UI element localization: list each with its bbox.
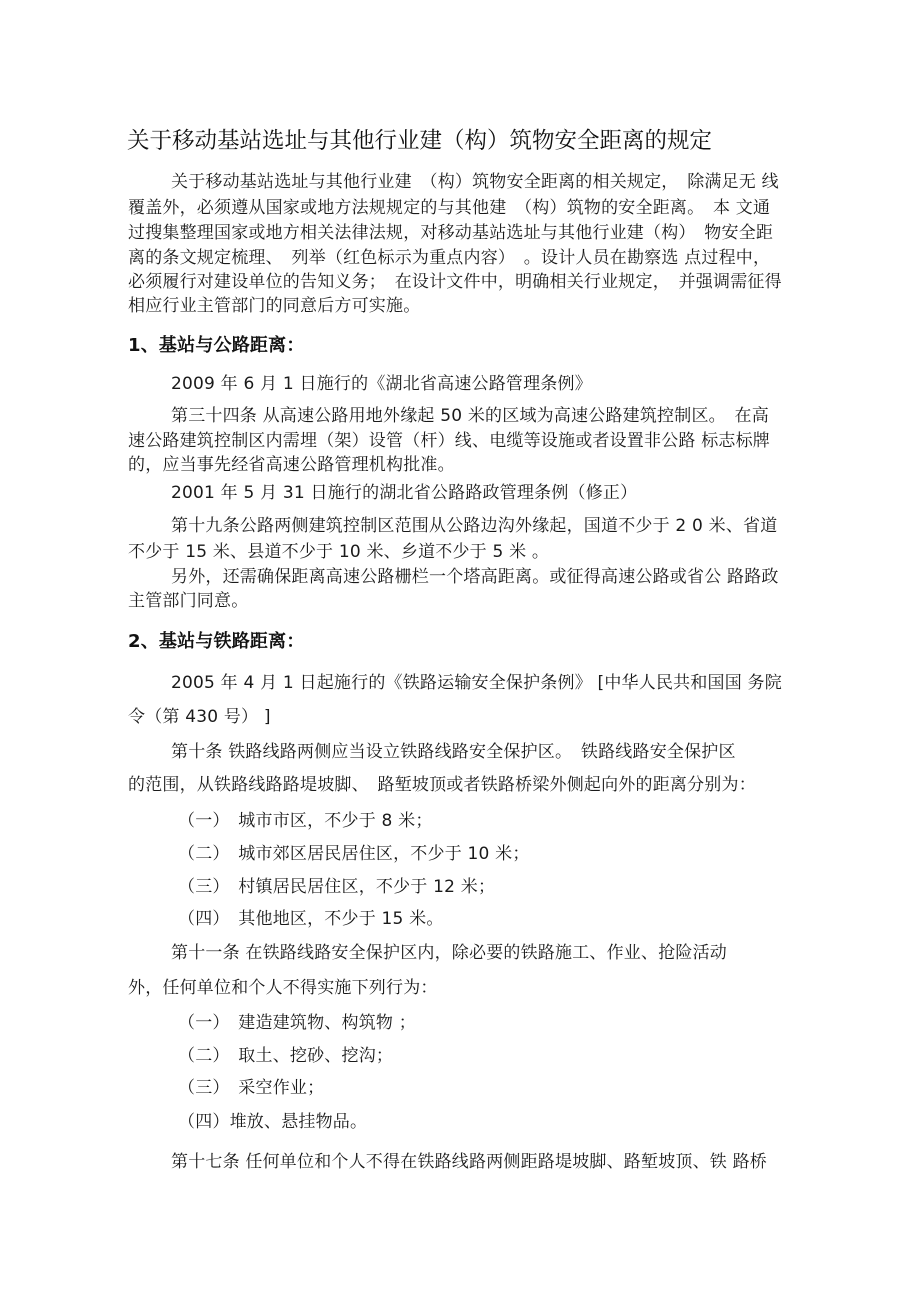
- section-1-line: 的，应当事先经省高速公路管理机构批准。: [128, 455, 455, 475]
- section-2-heading-text: 、基站与铁路距离：: [140, 631, 305, 652]
- list-item: （一） 城市市区，不少于 8 米；: [178, 811, 433, 831]
- section-1-line: 速公路建筑控制区内需埋（架）设管（杆）线、电缆等设施或者设置非公路 标志标牌: [128, 431, 771, 451]
- intro-line: 相应行业主管部门的同意后方可实施。: [128, 296, 421, 316]
- section-2-line: 外，任何单位和个人不得实施下列行为：: [128, 978, 438, 998]
- section-2-number: 2: [128, 631, 141, 652]
- intro-line: 关于移动基站选址与其他行业建 （构）筑物安全距离的相关规定， 除满足无 线: [171, 172, 779, 192]
- list-item: （四） 其他地区，不少于 15 米。: [178, 909, 444, 929]
- list-item: （四）堆放、悬挂物品。: [178, 1112, 368, 1132]
- section-1-number: 1: [128, 335, 141, 356]
- section-1-heading-text: 、基站与公路距离：: [140, 335, 305, 356]
- intro-line: 过搜集整理国家或地方相关法律法规，对移动基站选址与其他行业建（构） 物安全距: [128, 223, 774, 243]
- intro-line: 覆盖外，必须遵从国家或地方法规规定的与其他建 （构）筑物的安全距离。 本 文通: [128, 198, 771, 218]
- intro-line: 必须履行对建设单位的告知义务； 在设计文件中，明确相关行业规定， 并强调需征得: [128, 272, 782, 292]
- section-1-heading: [128, 334, 305, 358]
- section-1-line: 另外，还需确保距离高速公路栅栏一个塔高距离。或征得高速公路或省公 路路政: [171, 567, 779, 587]
- section-2-line: 第十条 铁路线路两侧应当设立铁路线路安全保护区。 铁路线路安全保护区: [171, 742, 736, 762]
- list-item: （二） 城市郊区居民居住区，不少于 10 米；: [178, 844, 530, 864]
- section-2-line: 2005 年 4 月 1 日起施行的《铁路运输安全保护条例》 [中华人民共和国国 务院: [171, 673, 782, 693]
- section-2-line: 第十一条 在铁路线路安全保护区内，除必要的铁路施工、作业、抢险活动: [171, 943, 728, 963]
- section-2-line: 令（第 430 号） ]: [128, 707, 271, 727]
- list-item: （三） 采空作业；: [178, 1078, 325, 1098]
- document-title: 关于移动基站选址与其他行业建（构）筑物安全距离的规定: [127, 128, 713, 154]
- section-1-line: 2001 年 5 月 31 日施行的湖北省公路路政管理条例（修正）: [171, 483, 638, 503]
- section-1-line: 不少于 15 米、县道不少于 10 米、乡道不少于 5 米 。: [128, 542, 550, 562]
- intro-line: 离的条文规定梳理、 列举（红色标示为重点内容） 。设计人员在勘察选 点过程中，: [128, 248, 771, 268]
- list-item: （三） 村镇居民居住区，不少于 12 米；: [178, 877, 496, 897]
- section-1-line: 第三十四条 从高速公路用地外缘起 50 米的区域为高速公路建筑控制区。 在高: [171, 406, 769, 426]
- section-1-line: 第十九条公路两侧建筑控制区范围从公路边沟外缘起，国道不少于 2 0 米、省道: [171, 516, 778, 536]
- section-1-line: 主管部门同意。: [128, 591, 249, 611]
- list-item: （一） 建造建筑物、构筑物 ；: [178, 1013, 416, 1033]
- section-2-line: 第十七条 任何单位和个人不得在铁路线路两侧距路堤坡脚、路堑坡顶、铁 路桥: [171, 1152, 768, 1172]
- list-item: （二） 取土、挖砂、挖沟；: [178, 1046, 394, 1066]
- section-2-heading: [128, 630, 305, 654]
- section-1-line: 2009 年 6 月 1 日施行的《湖北省高速公路管理条例》: [171, 374, 592, 394]
- section-2-line: 的范围，从铁路线路路堤坡脚、 路堑坡顶或者铁路桥梁外侧起向外的距离分别为：: [128, 775, 756, 795]
